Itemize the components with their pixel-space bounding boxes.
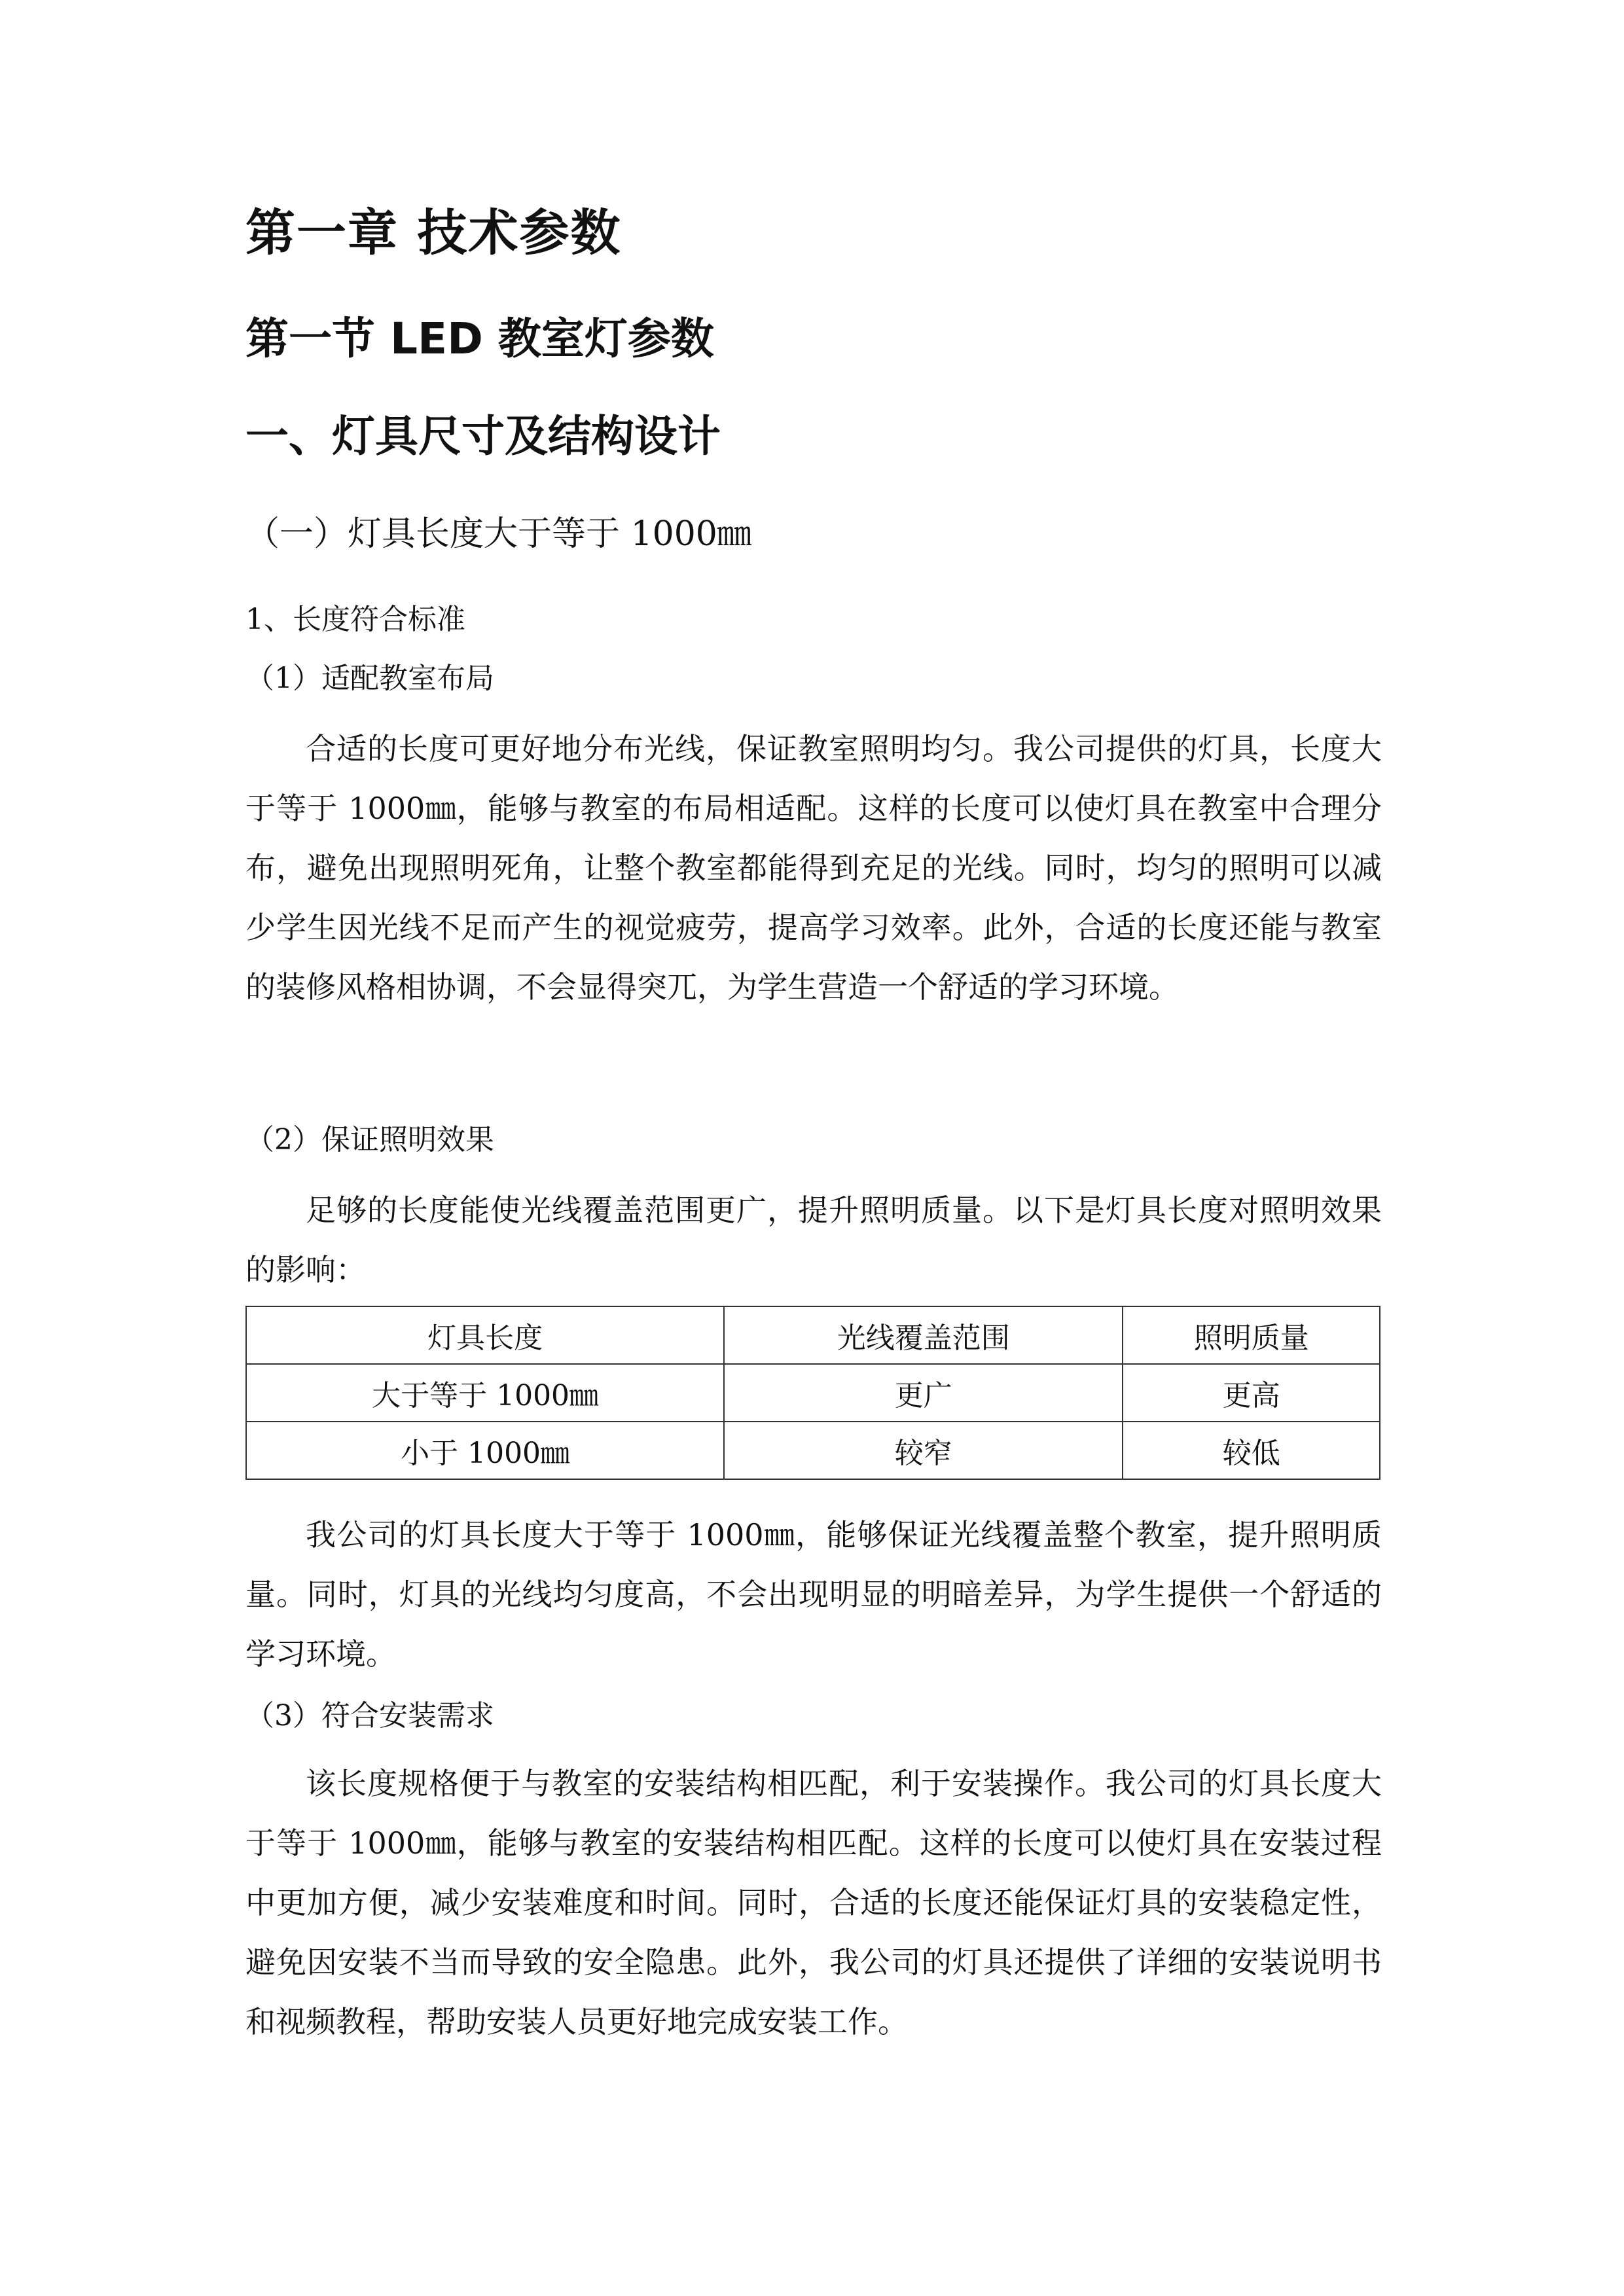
- subsection-title: 一、灯具尺寸及结构设计: [245, 411, 721, 461]
- part2-after-paragraph: 我公司的灯具长度大于等于 1000㎜，能够保证光线覆盖整个教室，提升照明质量。同时，灯具的光线均匀度高，不会出现明显的明暗差异，为学生提供一个舒适的学习环境。: [245, 1517, 1382, 1672]
- section-title: 第一节 LED 教室灯参数: [245, 314, 714, 364]
- table-row: [246, 1364, 1380, 1422]
- table-header-cell: 照明质量: [1123, 1306, 1380, 1364]
- table-cell: 更广: [724, 1364, 1123, 1422]
- table-cell: 小于 1000㎜: [246, 1422, 724, 1479]
- table-header-cell: 灯具长度: [246, 1306, 724, 1364]
- table-cell: 较低: [1123, 1422, 1380, 1479]
- part1-title: （1）适配教室布局: [245, 662, 494, 695]
- part3-paragraph: 该长度规格便于与教室的安装结构相匹配，利于安装操作。我公司的灯具长度大于等于 1000㎜，能够与教室的安装结构相匹配。这样的长度可以使灯具在安装过程中更加方便，减少安装难度和时间。同时，合适的长度还能保证灯具的安装稳定性，避免因安装不当而导致的安全隐患。此外，我公司的灯具还提供了详细的安装说明书和视频教程，帮助安装人员更好地完成安装工作。: [245, 1766, 1382, 2039]
- table-cell: 大于等于 1000㎜: [246, 1364, 724, 1422]
- item-title: 1、长度符合标准: [245, 603, 465, 636]
- part2-intro-paragraph: 足够的长度能使光线覆盖范围更广，提升照明质量。以下是灯具长度对照明效果的影响：: [245, 1193, 1382, 1287]
- part1-paragraph: 合适的长度可更好地分布光线，保证教室照明均匀。我公司提供的灯具，长度大于等于 1000㎜，能够与教室的布局相适配。这样的长度可以使灯具在教室中合理分布，避免出现照明死角，让整个教室都能得到充足的光线。同时，均匀的照明可以减少学生因光线不足而产生的视觉疲劳，提高学习效率。此外，合适的长度还能与教室的装修风格相协调，不会显得突兀，为学生营造一个舒适的学习环境。: [245, 731, 1382, 1005]
- sub-subsection-title: （一）灯具长度大于等于 1000㎜: [245, 514, 751, 554]
- table-cell: 较窄: [724, 1422, 1123, 1479]
- chapter-title: 第一章 技术参数: [245, 204, 622, 262]
- part3-title: （3）符合安装需求: [245, 1699, 494, 1732]
- table-header-row: [246, 1306, 1380, 1364]
- length-effect-table: [245, 1306, 1380, 1480]
- table-cell: 更高: [1123, 1364, 1380, 1422]
- table-header-cell: 光线覆盖范围: [724, 1306, 1123, 1364]
- table-row: [246, 1422, 1380, 1479]
- part2-title: （2）保证照明效果: [245, 1123, 494, 1157]
